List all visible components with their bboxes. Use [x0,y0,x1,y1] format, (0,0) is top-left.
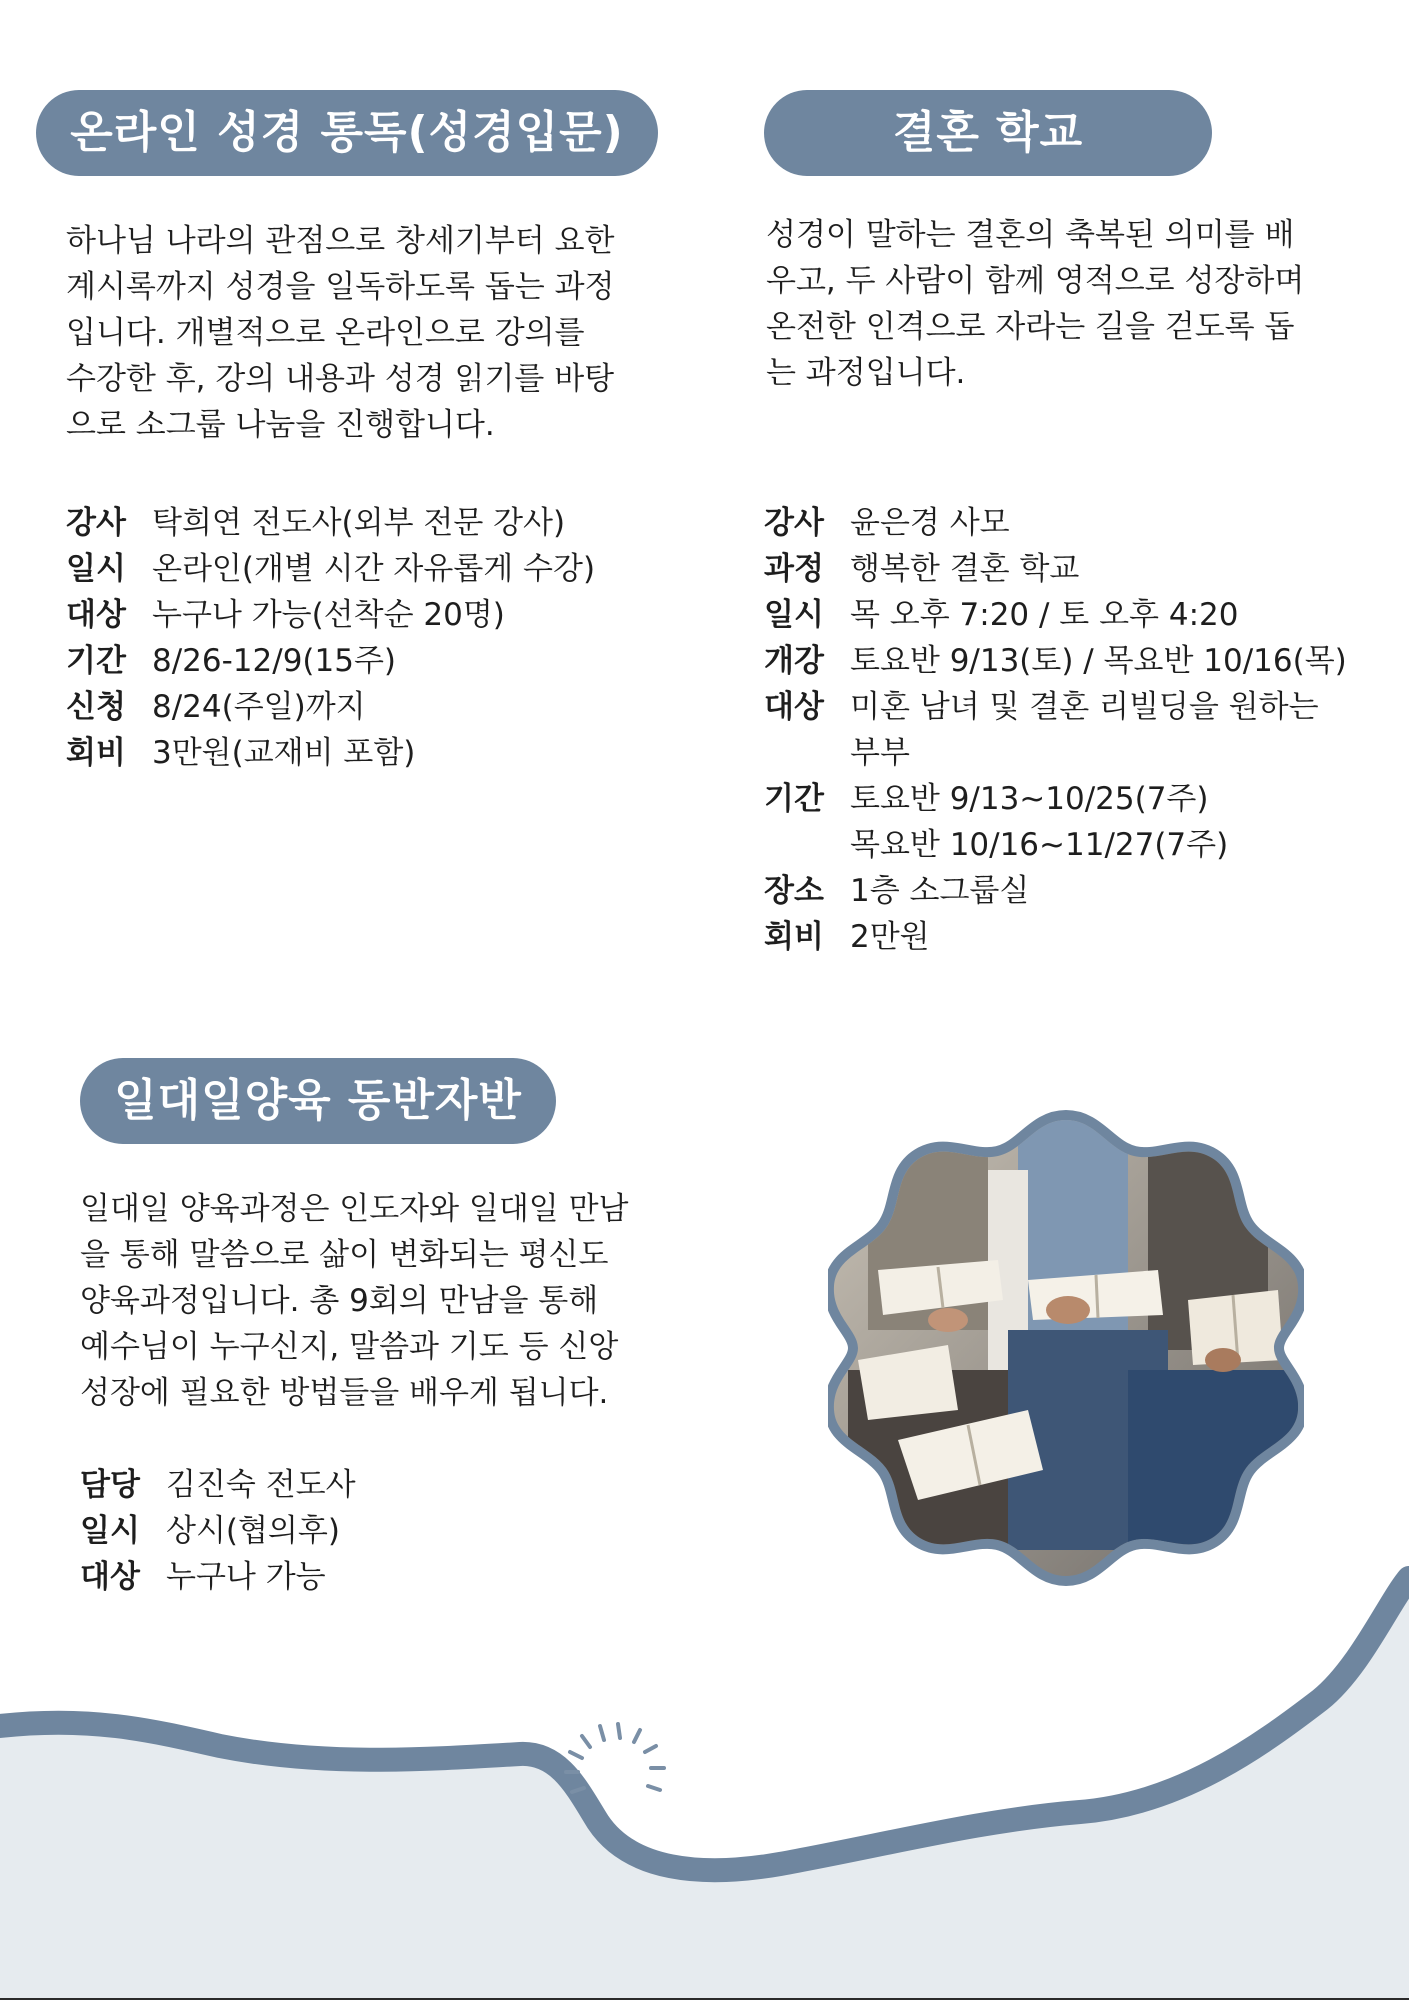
info-value: 탁희연 전도사(외부 전문 강사) [152,505,566,541]
info-key: 담당 [80,1467,140,1503]
desc-line: 성장에 필요한 방법들을 배우게 됩니다. [80,1375,609,1411]
info-key: 개강 [764,643,824,679]
info-key: 대상 [764,689,824,725]
info-key: 일시 [764,597,824,633]
info-value: 상시(협의후) [166,1513,340,1549]
info-key: 신청 [66,689,126,725]
info-value: 1층 소그룹실 [850,873,1030,909]
desc-line: 입니다. 개별적으로 온라인으로 강의를 [66,315,585,351]
desc-line: 양육과정입니다. 총 9회의 만남을 통해 [80,1283,599,1319]
desc-line: 으로 소그룹 나눔을 진행합니다. [66,407,495,443]
info-key: 과정 [764,551,824,587]
info-key: 회비 [66,735,126,771]
info-value: 김진숙 전도사 [166,1467,356,1503]
info-key: 일시 [66,551,126,587]
info-key: 회비 [764,919,824,955]
marriage-school-title: 결혼 학교 [764,90,1212,176]
desc-line: 예수님이 누구신지, 말씀과 기도 등 신앙 [80,1329,619,1365]
info-value: 목요반 10/16~11/27(7주) [850,827,1229,863]
desc-line: 을 통해 말씀으로 삶이 변화되는 평신도 [80,1237,609,1273]
info-key: 대상 [80,1559,140,1595]
info-value: 목 오후 7:20 / 토 오후 4:20 [850,597,1239,633]
desc-line: 온전한 인격으로 자라는 길을 걷도록 돕 [766,309,1295,345]
info-value: 행복한 결혼 학교 [850,551,1080,587]
desc-line: 수강한 후, 강의 내용과 성경 읽기를 바탕 [66,361,615,397]
info-key: 장소 [764,873,824,909]
info-value: 온라인(개별 시간 자유롭게 수강) [152,551,596,587]
info-value: 3만원(교재비 포함) [152,735,416,771]
desc-line: 우고, 두 사람이 함께 영적으로 성장하며 [766,263,1305,299]
info-key: 일시 [80,1513,140,1549]
desc-line: 는 과정입니다. [766,355,966,391]
info-value: 토요반 9/13~10/25(7주) [850,781,1209,817]
info-value: 8/26-12/9(15주) [152,643,396,679]
info-value: 윤은경 사모 [850,505,1010,541]
online-bible-title: 온라인 성경 통독(성경입문) [36,90,658,176]
info-value: 부부 [850,735,910,771]
info-key: 대상 [66,597,126,633]
desc-line: 성경이 말하는 결혼의 축복된 의미를 배 [766,217,1295,253]
info-value: 8/24(주일)까지 [152,689,366,725]
info-key: 강사 [764,505,824,541]
desc-line: 일대일 양육과정은 인도자와 일대일 만남 [80,1191,629,1227]
info-key: 기간 [66,643,126,679]
desc-line: 하나님 나라의 관점으로 창세기부터 요한 [66,223,615,259]
info-value: 미혼 남녀 및 결혼 리빌딩을 원하는 [850,689,1319,725]
info-value: 누구나 가능 [166,1559,326,1595]
info-key: 강사 [66,505,126,541]
desc-line: 계시록까지 성경을 일독하도록 돕는 과정 [66,269,615,305]
info-value: 토요반 9/13(토) / 목요반 10/16(목) [850,643,1347,679]
info-key: 기간 [764,781,824,817]
info-value: 누구나 가능(선착순 20명) [152,597,505,633]
one-to-one-title: 일대일양육 동반자반 [80,1058,556,1144]
info-value: 2만원 [850,919,930,955]
